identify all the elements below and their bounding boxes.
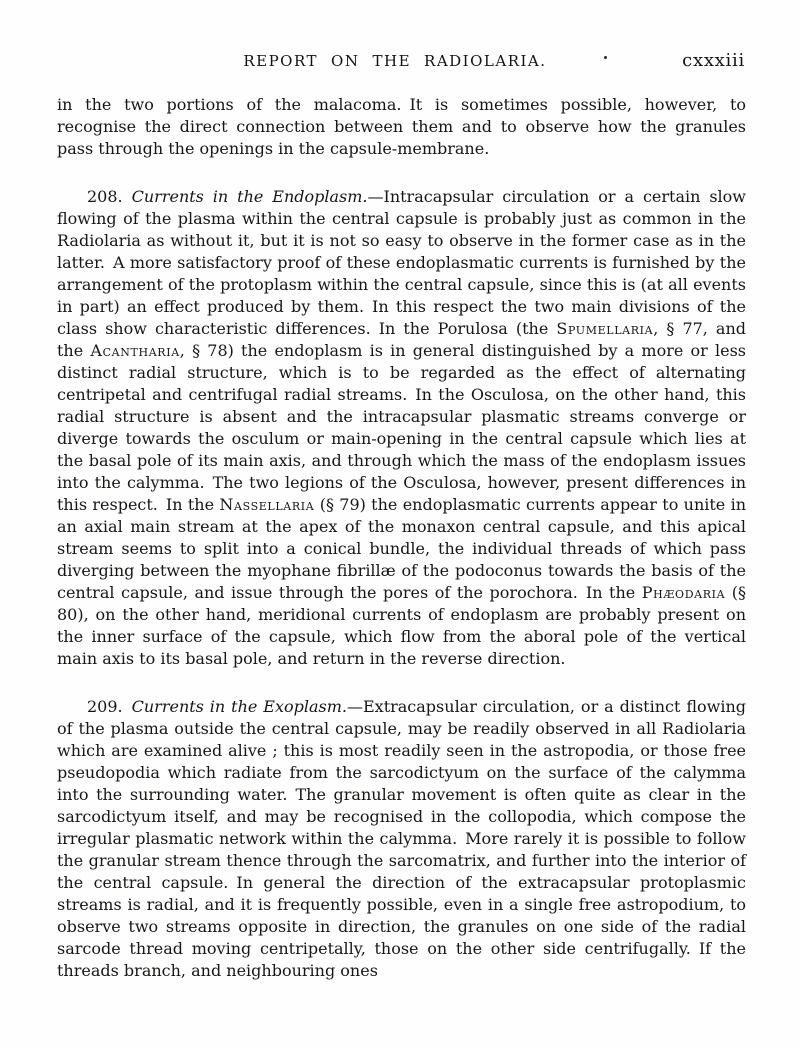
section-208-text: , § 78) the endoplasm is in general distinguished by a more or less distinct radial structure, which is to be regarded as the effect of alternating centripetal and centrifugal radial streams. In the Osculosa, on the other hand, this radial structure is absent and the intracapsular plasmatic streams converge or diverge towards the osculum or main-opening in the central capsule which lies at the basal pole of its main axis, and through which the mass of the endoplasm issues into the calymma. The two legions of the Osculosa, however, present differences in this respect. In the — [57, 341, 746, 514]
section-208-text: (§ 80), on the other hand, meridional currents of endoplasm are probably present on the inner surface of the capsule, which flow from the aboral pole of the vertical main axis to its basal pole, and return in the reverse direction. — [57, 583, 746, 668]
paragraph-continued — [57, 94, 746, 160]
taxon-acantharia: Acantharia — [90, 341, 180, 360]
running-title: REPORT ON THE RADIOLARIA. — [243, 52, 547, 70]
section-209-title: Currents in the Exoplasm. — [131, 697, 347, 716]
page-body — [57, 94, 746, 982]
section-209-number: 209. — [87, 697, 123, 716]
paragraph-continued-text: in the two portions of the malacoma. It is sometimes possible, however, to recognise the direct connection between them and to observe how the granules pass through the openings in the capsule-membrane. — [57, 95, 746, 158]
taxon-nassellaria: Nassellaria — [219, 495, 315, 514]
section-208-title: Currents in the Endoplasm. — [131, 187, 368, 206]
paragraph-209 — [57, 696, 746, 982]
section-209-text: —Extracapsular circulation, or a distinct flowing of the plasma outside the central capsule, may be readily observed in all Radiolaria which are examined alive ; this is most readily seen in the astropodia, or those free pseudopodia which radiate from the sarcodictyum on the surface of the calymma into the surrounding water. The granular movement is often quite as clear in the sarcodictyum itself, and may be recognised in the collopodia, which compose the irregular plasmatic network within the calymma. More rarely it is possible to follow the granular stream thence through the sarcomatrix, and further into the interior of the central capsule. In general the direction of the extracapsular protoplasmic streams is radial, and it is frequently possible, even in a single free astropodium, to observe two streams opposite in direction, the granules on one side of the radial sarcode thread moving centripetally, those on the other side centrifugally. If the threads branch, and neighbouring ones — [57, 697, 747, 980]
section-208-text: , § 77, and the — [57, 319, 747, 360]
section-208-text: (§ 79) the endoplasmatic currents appear to unite in an axial main stream at the apex of the monaxon central capsule, and this apical stream seems to split into a conical bundle, the individual threads of which pass diverging between the myophane fibrillæ of the podoconus towards the basis of the central capsule, and issue through the pores of the porochora. In the — [57, 495, 747, 602]
section-208-number: 208. — [87, 187, 123, 206]
scan-artifact-dot — [604, 56, 607, 59]
section-208-text: —Intracapsular circulation or a certain slow flowing of the plasma within the central capsule is probably just as common in the Radiolaria as without it, but it is not so easy to observe in the former case as in the latter. A more satisfactory proof of these endoplasmatic currents is furnished by the arrangement of the protoplasm within the central capsule, since this is (at all events in part) an effect produced by them. In this respect the two main divisions of the class show characteristic differences. In the Porulosa (the — [57, 187, 746, 338]
page-number: cxxxiii — [682, 50, 745, 71]
paragraph-208 — [57, 186, 746, 670]
taxon-phaeodaria: Phæodaria — [641, 583, 726, 602]
taxon-spumellaria: Spumellaria — [556, 319, 654, 338]
page-header — [57, 52, 745, 76]
